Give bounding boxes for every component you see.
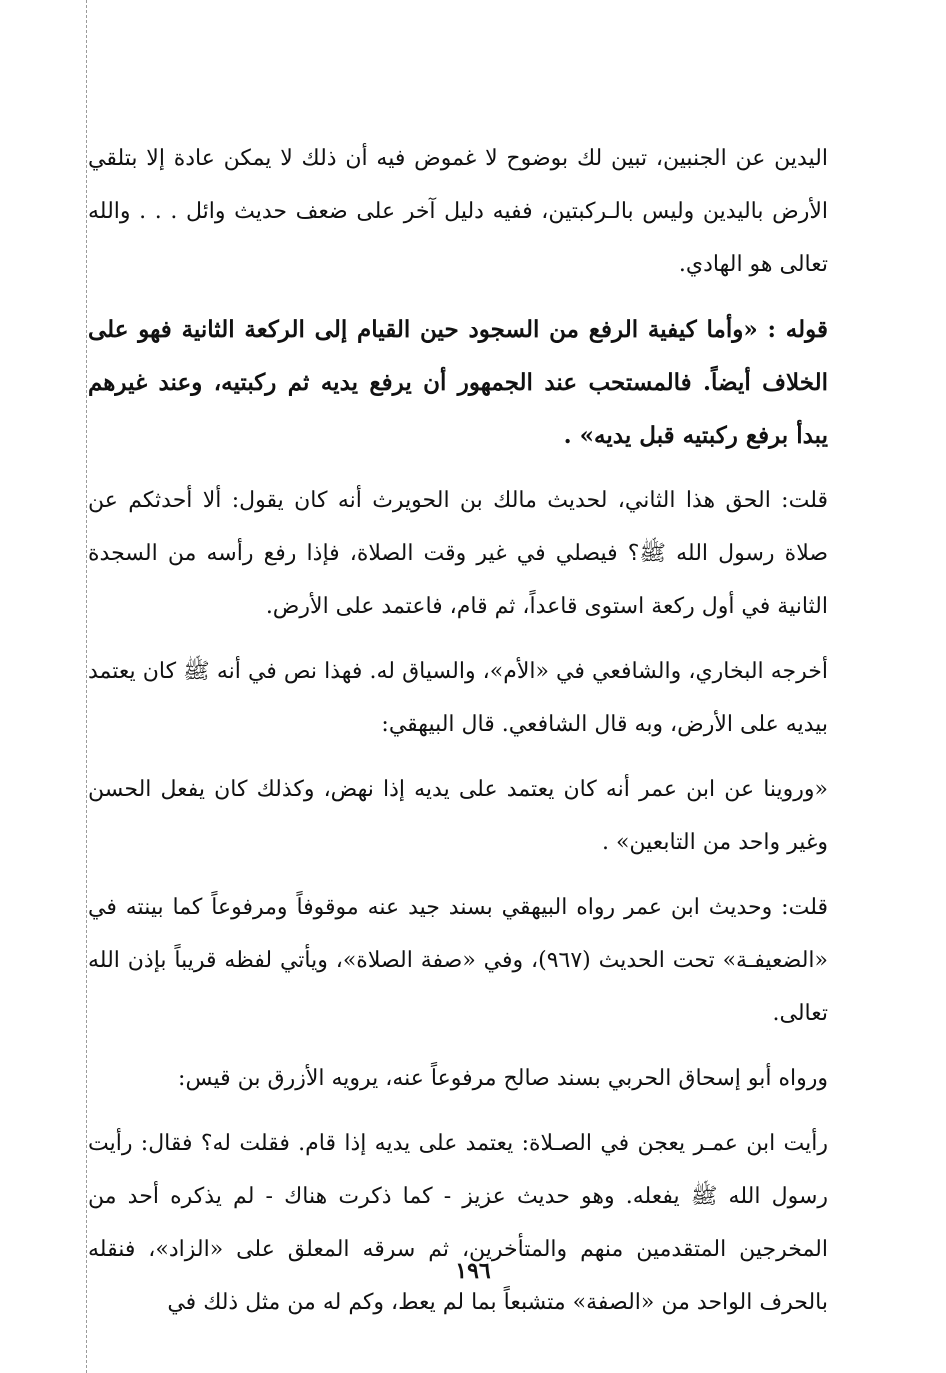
paragraph-2-quote-bold: قوله : «وأما كيفية الرفع من السجود حين القيام إلى الركعة الثانية فهو على الخلاف أيضاً. فالمستحب عند الجمهور أن يرفع يديه ثم ركبتيه، وعند غيرهم يبدأ برفع ركبتيه قبل يديه» . xyxy=(88,316,828,449)
paragraph-4: أخرجه البخاري، والشافعي في «الأم»، والسياق له. فهذا نص في أنه ﷺ كان يعتمد بيديه على الأرض، وبه قال الشافعي. قال البيهقي: xyxy=(88,659,828,737)
paragraph-5: «وروينا عن ابن عمر أنه كان يعتمد على يديه إذا نهض، وكذلك كان يفعل الحسن وغير واحد من التابعين» . xyxy=(88,777,828,855)
paragraph-7: ورواه أبو إسحاق الحربي بسند صالح مرفوعاً عنه، يرويه الأزرق بن قيس: xyxy=(178,1066,828,1091)
page-body xyxy=(88,132,828,1329)
page-number: ١٩٦ xyxy=(455,1258,491,1284)
paragraph-3: قلت: الحق هذا الثاني، لحديث مالك بن الحويرث أنه كان يقول: ألا أحدثكم عن صلاة رسول الله ﷺ؟ فيصلي في غير وقت الصلاة، فإذا رفع رأسه من السجدة الثانية في أول ركعة استوى قاعداً، ثم قام، فاعتمد على الأرض. xyxy=(88,488,828,619)
paragraph-1: اليدين عن الجنبين، تبين لك بوضوح لا غموض فيه أن ذلك لا يمكن عادة إلا بتلقي الأرض باليدين وليس بالـركبتين، ففيه دليل آخر على ضعف حديث وائل . . . والله تعالى هو الهادي. xyxy=(88,146,828,277)
paragraph-8: رأيت ابن عمـر يعجن في الصـلاة: يعتمد على يديه إذا قام. فقلت له؟ فقال: رأيت رسول الله ﷺ يفعله. وهو حديث عزيز - كما ذكرت هناك - لم يذكره أحد من المخرجين المتقدمين منهم والمتأخرين، ثم سرقه المعلق على «الزاد»، فنقله بالحرف الواحد من «الصفة» متشبعاً بما لم يعط، وكم له من مثل ذلك في xyxy=(88,1131,828,1315)
paragraph-6: قلت: وحديث ابن عمر رواه البيهقي بسند جيد عنه موقوفاً ومرفوعاً كما بينته في «الضعيفـة» تحت الحديث (٩٦٧)، وفي «صفة الصلاة»، ويأتي لفظه قريباً بإذن الله تعالى. xyxy=(88,895,829,1026)
